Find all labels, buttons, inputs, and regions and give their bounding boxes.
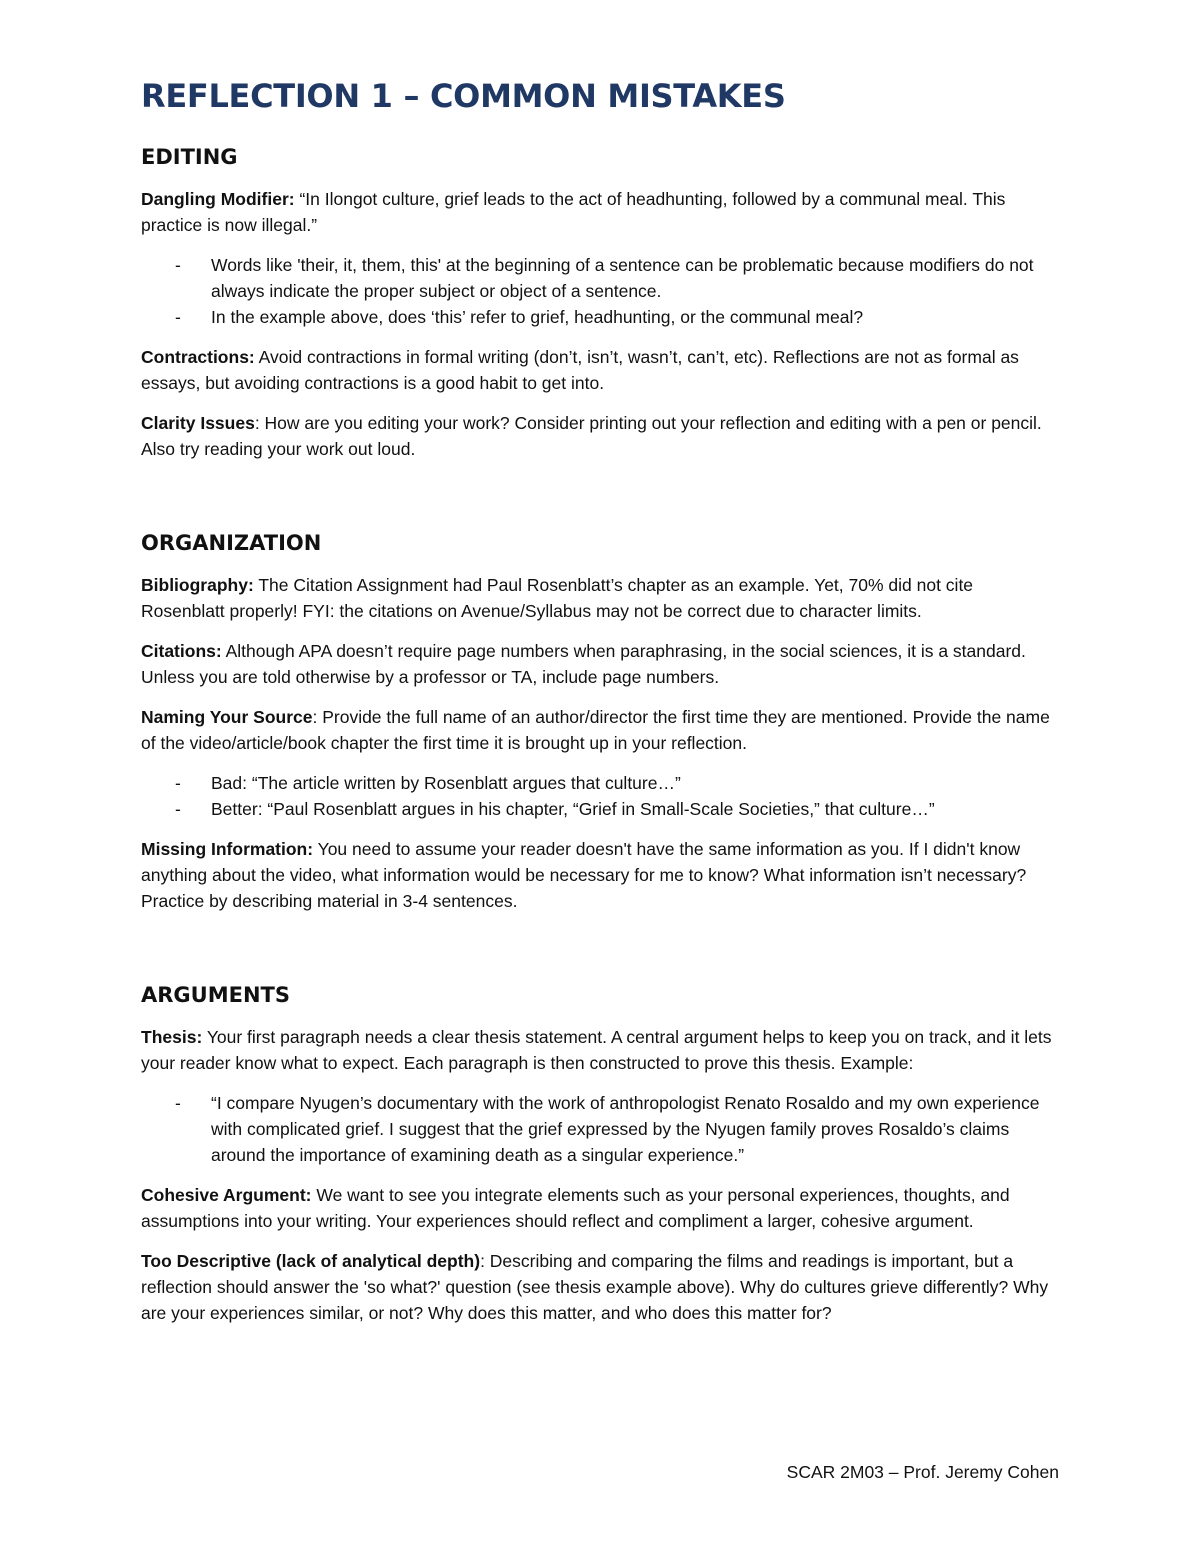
- paragraph-citations: [141, 638, 1061, 690]
- list-dangling-modifier: [141, 252, 1061, 330]
- document-page: [141, 74, 1061, 1340]
- paragraph-contractions: [141, 344, 1061, 396]
- text-naming-your-source: : Provide the full name of an author/director the first time they are mentioned. Provide the name of the video/article/book chapter the first time it is brought up in your reflection.: [141, 707, 1050, 753]
- text-dangling-modifier: “In Ilongot culture, grief leads to the act of headhunting, followed by a communal meal. This practice is now illegal.”: [141, 189, 1006, 235]
- term-contractions: Contractions:: [141, 347, 255, 367]
- paragraph-dangling-modifier: [141, 186, 1061, 238]
- paragraph-missing-information: [141, 836, 1061, 914]
- paragraph-clarity-issues: [141, 410, 1061, 462]
- section-heading-arguments: ARGUMENTS: [141, 983, 290, 1007]
- list-item-text: Words like 'their, it, them, this' at the beginning of a sentence can be problematic because modifiers do not always indicate the proper subject or object of a sentence.: [211, 255, 1034, 301]
- list-item-text: “I compare Nyugen’s documentary with the work of anthropologist Renato Rosaldo and my own experience with complicated grief. I suggest that the grief expressed by the Nyugen family proves Rosaldo’s claims around the importance of examining death as a singular experience.”: [211, 1093, 1040, 1165]
- section-editing: [141, 142, 1061, 462]
- term-bibliography: Bibliography:: [141, 575, 254, 595]
- paragraph-thesis: [141, 1024, 1061, 1076]
- document-title: REFLECTION 1 – COMMON MISTAKES: [141, 77, 786, 115]
- section-spacer: [141, 476, 1061, 528]
- text-cohesive-argument: We want to see you integrate elements such as your personal experiences, thoughts, and assumptions into your writing. Your experiences should reflect and compliment a larger, cohesive argument.: [141, 1185, 1010, 1231]
- list-thesis-example: [141, 1090, 1061, 1168]
- list-item: [141, 1090, 1061, 1168]
- list-item: [141, 304, 1061, 330]
- text-bibliography: The Citation Assignment had Paul Rosenblatt’s chapter as an example. Yet, 70% did not cite Rosenblatt properly! FYI: the citations on Avenue/Syllabus may not be correct due to character limits.: [141, 575, 974, 621]
- section-heading-organization: ORGANIZATION: [141, 531, 322, 555]
- list-item-text: In the example above, does ‘this’ refer to grief, headhunting, or the communal meal?: [211, 307, 864, 327]
- text-citations: Although APA doesn’t require page numbers when paraphrasing, in the social sciences, it is a standard. Unless you are told otherwise by a professor or TA, include page numbers.: [141, 641, 1026, 687]
- term-naming-your-source: Naming Your Source: [141, 707, 313, 727]
- list-item: [141, 770, 1061, 796]
- list-item: [141, 252, 1061, 304]
- paragraph-cohesive-argument: [141, 1182, 1061, 1234]
- section-spacer: [141, 928, 1061, 980]
- term-cohesive-argument: Cohesive Argument:: [141, 1185, 312, 1205]
- term-missing-information: Missing Information:: [141, 839, 314, 859]
- list-item: [141, 796, 1061, 822]
- list-naming-your-source: [141, 770, 1061, 822]
- section-arguments: [141, 980, 1061, 1326]
- page-footer: SCAR 2M03 – Prof. Jeremy Cohen: [786, 1462, 1059, 1482]
- text-clarity-issues: : How are you editing your work? Consider printing out your reflection and editing with a pen or pencil. Also try reading your work out loud.: [141, 413, 1042, 459]
- bullet-dash: -: [175, 307, 181, 327]
- bullet-dash: -: [175, 1093, 181, 1113]
- bullet-dash: -: [175, 799, 181, 819]
- text-contractions: Avoid contractions in formal writing (don’t, isn’t, wasn’t, can’t, etc). Reflections are not as formal as essays, but avoiding contractions is a good habit to get into.: [141, 347, 1019, 393]
- text-thesis: Your first paragraph needs a clear thesis statement. A central argument helps to keep you on track, and it lets your reader know what to expect. Each paragraph is then constructed to prove this thesis. Example:: [141, 1027, 1052, 1073]
- bullet-dash: -: [175, 773, 181, 793]
- text-too-descriptive: : Describing and comparing the films and readings is important, but a reflection should answer the 'so what?' question (see thesis example above). Why do cultures grieve differently? Why are your experiences similar, or not? Why does this matter, and who does this matter for?: [141, 1251, 1049, 1323]
- list-item-text: Better: “Paul Rosenblatt argues in his chapter, “Grief in Small-Scale Societies,” that culture…”: [211, 799, 935, 819]
- paragraph-too-descriptive: [141, 1248, 1061, 1326]
- text-missing-information: You need to assume your reader doesn't have the same information as you. If I didn't know anything about the video, what information would be necessary for me to know? What information isn’t necessary? Practice by describing material in 3-4 sentences.: [141, 839, 1027, 911]
- term-clarity-issues: Clarity Issues: [141, 413, 255, 433]
- paragraph-bibliography: [141, 572, 1061, 624]
- list-item-text: Bad: “The article written by Rosenblatt argues that culture…”: [211, 773, 681, 793]
- term-dangling-modifier: Dangling Modifier:: [141, 189, 295, 209]
- term-thesis: Thesis:: [141, 1027, 203, 1047]
- term-citations: Citations:: [141, 641, 222, 661]
- bullet-dash: -: [175, 255, 181, 275]
- term-too-descriptive: Too Descriptive (lack of analytical depth): [141, 1251, 481, 1271]
- paragraph-naming-your-source: [141, 704, 1061, 756]
- section-heading-editing: EDITING: [141, 145, 238, 169]
- section-organization: [141, 528, 1061, 914]
